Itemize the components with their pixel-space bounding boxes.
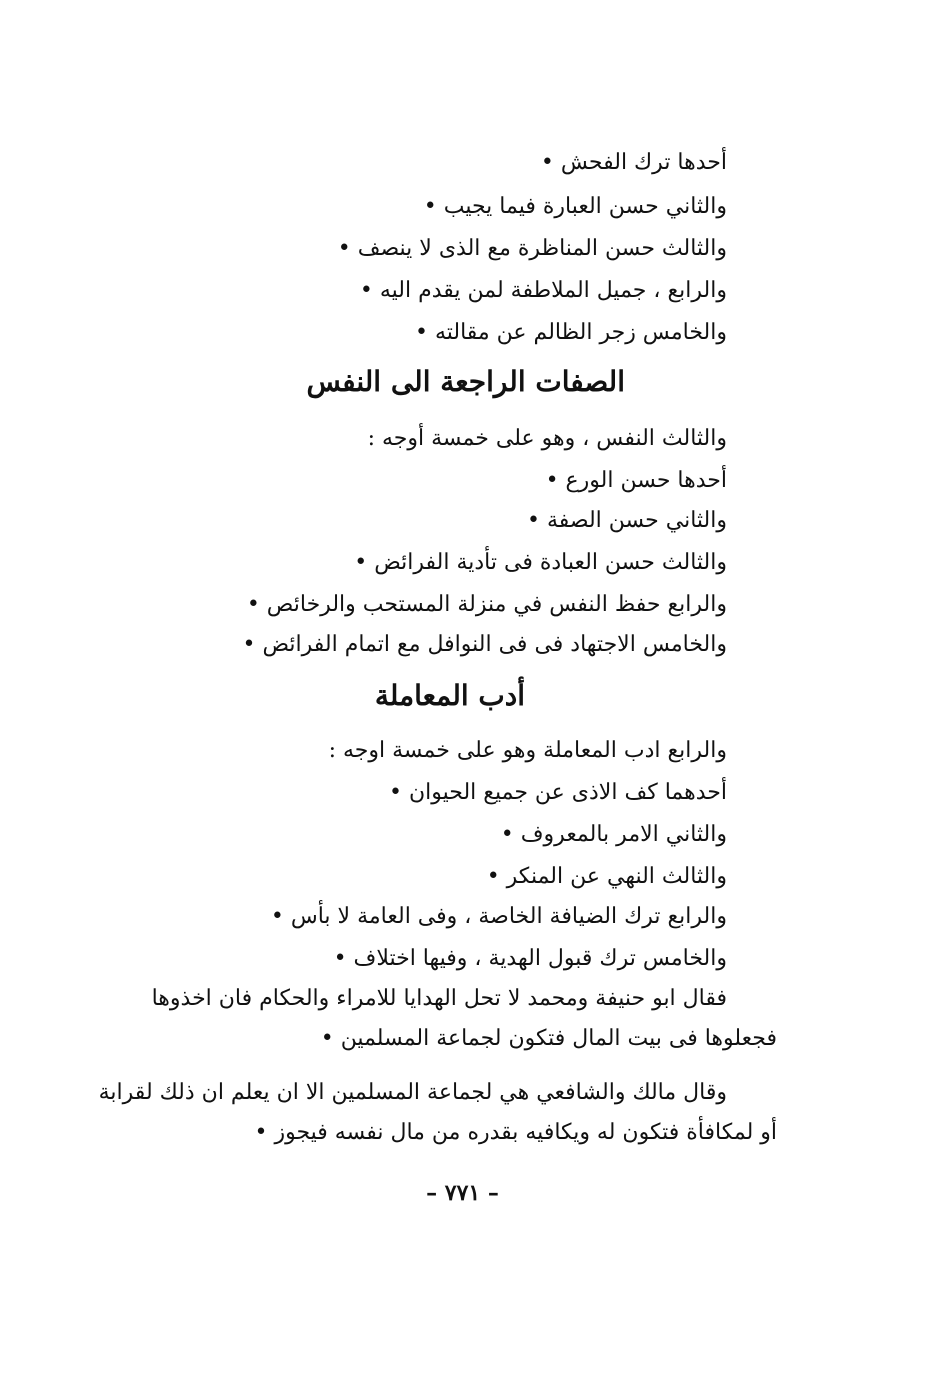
text-line: والثالث حسن المناظرة مع الذى لا ينصف • — [337, 236, 727, 261]
section-heading: أدب المعاملة — [374, 679, 525, 712]
text-line: والخامس ترك قبول الهدية ، وفيها اختلاف • — [333, 946, 727, 971]
section-heading: الصفات الراجعة الى النفس — [306, 365, 625, 398]
text-line: أحدهما كف الاذى عن جميع الحيوان • — [389, 780, 727, 805]
text-line: والرابع حفظ النفس في منزلة المستحب والرخائص • — [246, 592, 727, 617]
text-line: أو لمكافأة فتكون له ويكافيه بقدره من مال نفسه فيجوز • — [254, 1120, 777, 1145]
page-number: – ٧٧١ – — [426, 1180, 499, 1206]
text-line: والثاني الامر بالمعروف • — [500, 822, 727, 847]
text-line: والثالث النفس ، وهو على خمسة أوجه : — [367, 426, 727, 451]
text-line: والثالث حسن العبادة فى تأدية الفرائض • — [354, 550, 727, 575]
text-line: والثالث النهي عن المنكر • — [486, 864, 727, 889]
text-line: فجعلوها فى بيت المال فتكون لجماعة المسلمين • — [320, 1026, 777, 1051]
text-line: فقال ابو حنيفة ومحمد لا تحل الهدايا للامراء والحكام فان اخذوها — [151, 986, 727, 1011]
text-line: والرابع ، جميل الملاطفة لمن يقدم اليه • — [359, 278, 727, 303]
text-line: والخامس زجر الظالم عن مقالته • — [414, 320, 727, 345]
text-line: والرابع ترك الضيافة الخاصة ، وفى العامة لا بأس • — [270, 904, 727, 929]
text-line: والثاني حسن العبارة فيما يجيب • — [423, 194, 727, 219]
text-line: والرابع ادب المعاملة وهو على خمسة اوجه : — [328, 738, 727, 763]
text-line: أحدها ترك الفحش • — [540, 150, 727, 175]
text-line: والخامس الاجتهاد فى فى النوافل مع اتمام الفرائض • — [242, 632, 727, 657]
text-line: أحدها حسن الورع • — [545, 468, 727, 493]
text-line: والثاني حسن الصفة • — [527, 508, 727, 533]
text-line: وقال مالك والشافعي هي لجماعة المسلمين الا ان يعلم ان ذلك لقرابة — [98, 1080, 727, 1105]
